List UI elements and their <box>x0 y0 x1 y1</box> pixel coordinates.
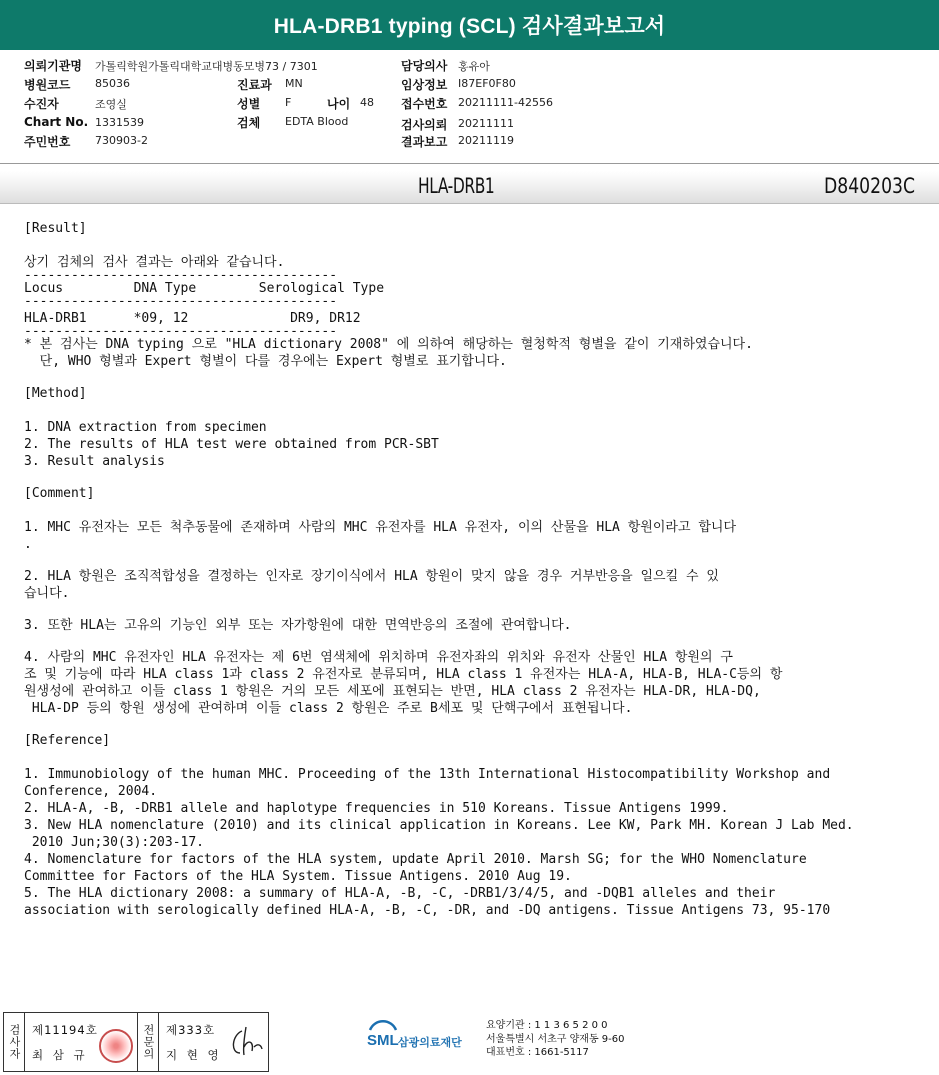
resident-no-value: 730903-2 <box>95 134 148 147</box>
locus-title: HLA-DRB1 <box>418 174 495 198</box>
report-body <box>24 220 919 919</box>
specialist-license: 제333호 <box>166 1023 216 1037</box>
institution-value: 가톨릭학원가톨릭대학교대병동모병73 / 7301 <box>95 60 318 73</box>
chart-no-label: Chart No. <box>24 115 89 129</box>
result-table-header: Locus DNA Type Serological Type <box>24 281 385 296</box>
report-date-value: 20211119 <box>458 134 514 147</box>
tester-vertical-text: 검사자 <box>8 1024 21 1060</box>
clinical-info-label: 임상정보 <box>401 78 448 92</box>
reference-item-5: 5. The HLA dictionary 2008: a summary of HLA-A, -B, -C, -DRB1/3/4/5, and -DQB1 alleles and their association with serologically defined HLA-A, -B, -C, -DR, and -DQ antigens. Tissue Antigens 73, 95-170 <box>24 886 831 918</box>
reference-item-1: 1. Immunobiology of the human MHC. Proceeding of the 13th International Histocompatibility Workshop and Conference, 2004. <box>24 767 831 799</box>
doctor-label: 담당의사 <box>401 59 448 73</box>
method-item-2: 2. The results of HLA test were obtained from PCR-SBT <box>24 437 439 452</box>
request-date-label: 검사의뢰 <box>401 118 448 132</box>
reference-item-4: 4. Nomenclature for factors of the HLA system, update April 2010. Marsh SG; for the WHO Nomenclature Committee for Factors of the HLA System. Tissue Antigens. 2010 Aug 19. <box>24 852 807 884</box>
method-item-3: 3. Result analysis <box>24 454 165 469</box>
result-rule-bottom: ---------------------------------------- <box>24 327 338 336</box>
reference-item-2: 2. HLA-A, -B, -DRB1 allele and haplotype frequencies in 510 Koreans. Tissue Antigens 1999. <box>24 801 729 816</box>
chart-no-value: 1331539 <box>95 116 144 129</box>
report-title-bar <box>0 0 939 50</box>
result-rule-mid: ---------------------------------------- <box>24 297 338 306</box>
result-heading: [Result] <box>24 221 87 236</box>
tester-seal-icon <box>99 1029 133 1063</box>
signature-stamp-box <box>3 1012 269 1072</box>
signature-icon <box>228 1023 264 1061</box>
specimen-value: EDTA Blood <box>285 115 349 128</box>
comment-item-1: 1. MHC 유전자는 모든 척추동물에 존재하며 사람의 MHC 유전자를 HLA 유전자, 이의 산물을 HLA 항원이라고 합니다 . <box>24 520 737 552</box>
report-date-label: 결과보고 <box>401 135 448 149</box>
header-divider <box>0 163 939 164</box>
tester-license: 제11194호 <box>32 1023 98 1037</box>
comment-heading: [Comment] <box>24 486 95 501</box>
department-value: MN <box>285 77 303 90</box>
sex-label: 성별 <box>237 97 261 111</box>
lab-address-block <box>486 1019 625 1060</box>
hospital-code-value: 85036 <box>95 77 130 90</box>
report-title: HLA-DRB1 typing (SCL) 검사결과보고서 <box>273 15 666 38</box>
receipt-no-value: 20211111-42556 <box>458 96 553 109</box>
result-note: * 본 검사는 DNA typing 으로 "HLA dictionary 2008" 에 의하여 해당하는 혈청학적 형별을 같이 기재하였습니다. 단, WHO 형별과 Expert 형별이 다를 경우에는 Expert 형별로 표기합니다. <box>24 337 753 369</box>
test-code: D840203C <box>823 174 915 198</box>
lab-phone: 대표번호 : 1661-5117 <box>486 1047 589 1058</box>
patient-info-panel <box>0 54 939 164</box>
clinical-info-value: I87EF0F80 <box>458 77 516 90</box>
sml-foundation-name: 삼광의료재단 <box>398 1036 462 1049</box>
department-label: 진료과 <box>237 78 272 92</box>
reference-heading: [Reference] <box>24 733 111 748</box>
specimen-label: 검체 <box>237 116 261 130</box>
patient-value: 조영실 <box>95 98 127 111</box>
receipt-no-label: 접수번호 <box>401 97 448 111</box>
request-date-value: 20211111 <box>458 117 514 130</box>
resident-no-label: 주민번호 <box>24 135 71 149</box>
specialist-vertical-text: 전문의 <box>142 1024 155 1060</box>
patient-label: 수진자 <box>24 97 59 111</box>
hospital-code-label: 병원코드 <box>24 78 71 92</box>
comment-item-3: 3. 또한 HLA는 고유의 기능인 외부 또는 자가항원에 대한 면역반응의 조절에 관여합니다. <box>24 618 572 633</box>
lab-address: 서울특별시 서초구 양재동 9-60 <box>486 1033 625 1045</box>
specialist-vertical-label <box>137 1013 159 1071</box>
specialist-name: 지 현 영 <box>166 1048 222 1062</box>
method-item-1: 1. DNA extraction from specimen <box>24 420 267 435</box>
institution-label: 의뢰기관명 <box>24 59 82 73</box>
method-heading: [Method] <box>24 386 87 401</box>
org-code: 요양기관 : 1 1 3 6 5 2 0 0 <box>486 1020 608 1031</box>
doctor-value: 홍유아 <box>458 60 490 73</box>
report-footer <box>0 1004 939 1075</box>
comment-item-4: 4. 사람의 MHC 유전자인 HLA 유전자는 제 6번 염색체에 위치하며 유전자좌의 위치와 유전자 산물인 HLA 항원의 구 조 및 기능에 따라 HLA class 1과 class 2 유전자로 분류되며, HLA class 1 유전자는 HLA-A, HLA-B, HLA-C등의 항 원생성에 관여하고 이들 class 1 항원은 거의 모든 세포에 표현되는 반면, HLA class 2 유전자는 HLA-DR, HLA-DQ, HLA-DP 등의 항원 생성에 관여하며 이들 class 2 항원은 주로 B세포 및 단핵구에서 표현됩니다. <box>24 650 783 716</box>
comment-item-2: 2. HLA 항원은 조직적합성을 결정하는 인자로 장기이식에서 HLA 항원이 맞지 않을 경우 거부반응을 일으킬 수 있 습니다. <box>24 569 719 601</box>
result-intro: 상기 검체의 검사 결과는 아래와 같습니다. <box>24 255 285 270</box>
tester-vertical-label <box>4 1013 25 1071</box>
result-table-row: HLA-DRB1 *09, 12 DR9, DR12 <box>24 311 361 326</box>
sml-logo-icon <box>366 1018 400 1052</box>
sex-value: F <box>285 96 292 109</box>
locus-band <box>0 171 939 204</box>
result-rule-top: ---------------------------------------- <box>24 271 338 280</box>
age-value: 48 <box>360 96 374 109</box>
age-label: 나이 <box>327 97 351 111</box>
sml-logo-text: SML <box>367 1032 399 1049</box>
tester-name: 최 삼 규 <box>32 1048 88 1062</box>
reference-item-3: 3. New HLA nomenclature (2010) and its clinical application in Koreans. Lee KW, Park MH. Korean J Lab Med. 2010 Jun;30(3):203-17. <box>24 818 854 850</box>
